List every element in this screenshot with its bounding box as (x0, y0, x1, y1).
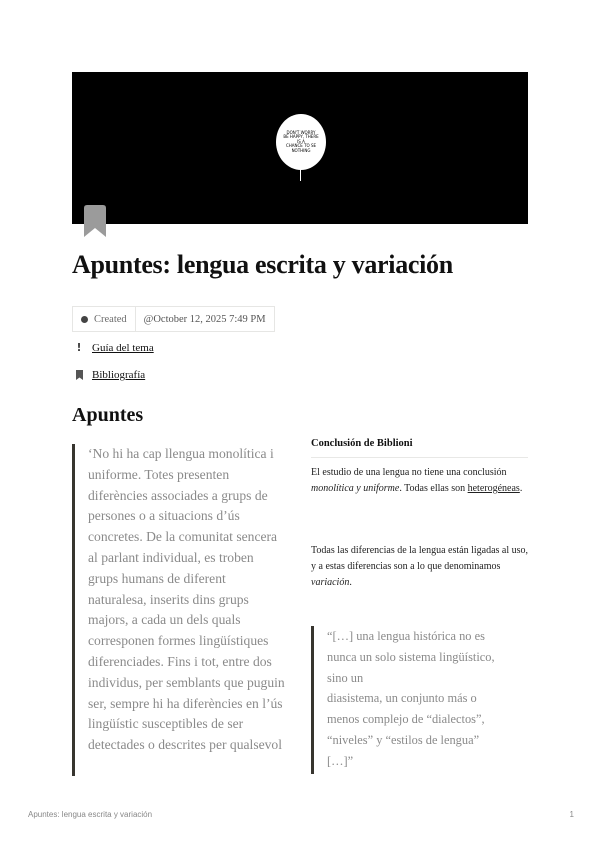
page-footer (28, 810, 574, 819)
guide-link-row[interactable] (74, 341, 154, 354)
bookmark-icon (84, 205, 106, 237)
created-property (73, 307, 136, 331)
balloon-string (300, 169, 301, 181)
page-number: 1 (569, 810, 574, 819)
spanish-quote: “[…] una lengua histórica no es nunca un solo sistema lingüístico, sino un diasistema, un conjunto más o menos complejo de “dialectos”, “niveles” y “estilos de lengua” […]” (311, 626, 528, 774)
callout-title: Conclusión de Biblioni (311, 438, 413, 449)
balloon-text: DON'T WORRY BE HAPPY, THERE IS A CHANCE TO SE NOTHING (283, 129, 319, 153)
conclusion-paragraph: El estudio de una lengua no tiene una conclusión monolítica y uniforme. Todas ellas son heterogéneas. (311, 467, 523, 494)
bookmark-small-icon (74, 370, 84, 380)
bibliography-link-row[interactable] (74, 369, 145, 381)
cover-image (72, 72, 528, 224)
footer-title: Apuntes: lengua escrita y variación (28, 810, 153, 819)
exclamation-icon: ! (76, 341, 82, 354)
created-label: Created (94, 313, 127, 325)
created-value[interactable]: @October 12, 2025 7:49 PM (143, 313, 266, 325)
page-title: Apuntes: lengua escrita y variación (72, 250, 453, 279)
section-heading: Apuntes (72, 404, 144, 426)
variation-paragraph: Todas las diferencias de la lengua están ligadas al uso, y a estas diferencias son a lo que denominamos variación. (311, 545, 529, 588)
bibliography-link[interactable]: Bibliografía (92, 369, 146, 381)
guide-link[interactable]: Guía del tema (92, 341, 154, 354)
balloon-graphic (276, 114, 326, 170)
divider (311, 457, 528, 458)
catalan-quote: ‘No hi ha cap llengua monolítica i uniforme. Totes presenten diferències associades a grups de persones o a situacions d’ús concretes. De la comunitat sencera al parlant individual, es troben grups humans de diferent naturalesa, inserits dins grups majors, a cada un dels quals corresponen formes lingüístiques diferenciades. Fins i tot, entre dos individus, per semblants que puguin ser, sempre hi ha diferències en l’ús lingüístic susceptibles de ser detectades o descrites per qualsevol (72, 444, 290, 776)
clock-icon (81, 316, 88, 323)
properties-row (72, 306, 275, 332)
